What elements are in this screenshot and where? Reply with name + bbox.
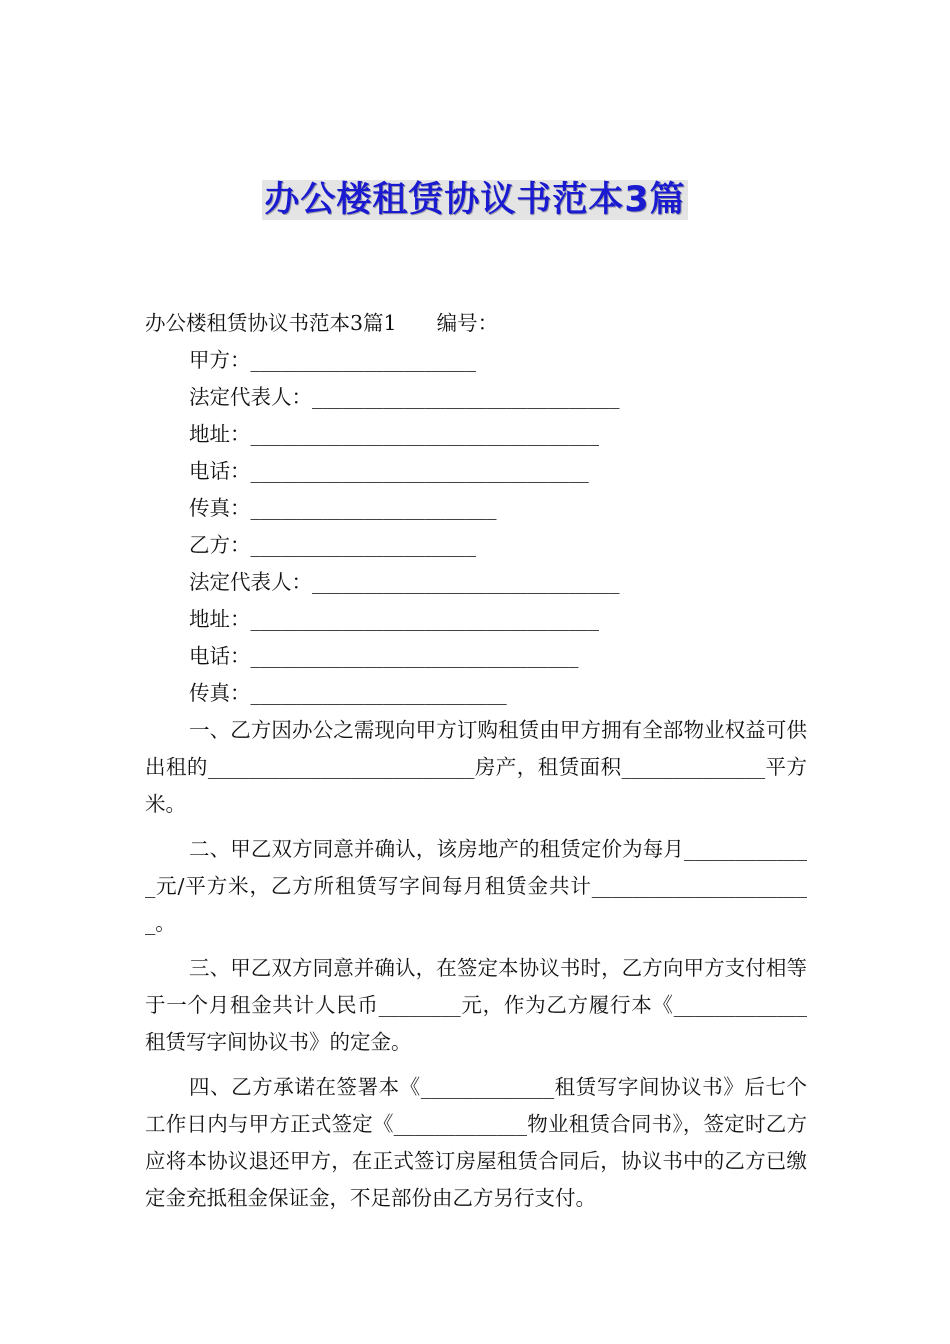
party-b-address-field: 地址：__________________________________	[189, 607, 599, 631]
party-b-representative-field: 法定代表人：______________________________	[189, 570, 620, 594]
document-title-text: 办公楼租赁协议书范本3篇	[264, 180, 686, 220]
party-a-phone-field: 电话：_________________________________	[189, 459, 589, 483]
clause-1: 一、乙方因办公之需现向甲方订购租赁由甲方拥有全部物业权益可供出租的__________________________房产，租赁面积______________平方米。	[145, 718, 807, 816]
party-b-field: 乙方：______________________	[189, 533, 476, 557]
party-b-phone-field: 电话：________________________________	[189, 644, 579, 668]
header-line	[145, 305, 807, 342]
party-a-representative-field: 法定代表人：______________________________	[189, 385, 620, 409]
clause-3: 三、甲乙双方同意并确认，在签定本协议书时，乙方向甲方支付相等于一个月租金共计人民币________元，作为乙方履行本《_____________租赁写字间协议书》的定金。	[145, 956, 807, 1054]
header-line-text: 办公楼租赁协议书范本3篇1	[145, 311, 397, 335]
document-title	[0, 178, 950, 222]
party-a-field: 甲方：______________________	[189, 348, 476, 372]
party-a-address-field: 地址：__________________________________	[189, 422, 599, 446]
party-a-fax-field: 传真：________________________	[189, 496, 497, 520]
clause-2: 二、甲乙双方同意并确认，该房地产的租赁定价为每月_____________元/平方米，乙方所租赁写字间每月租赁金共计______________________。	[145, 837, 807, 935]
clause-4: 四、乙方承诺在签署本《_____________租赁写字间协议书》后七个工作日内与甲方正式签定《_____________物业租赁合同书》，签定时乙方应将本协议退还甲方，在正式签订房屋租赁合同后，协议书中的乙方已缴定金充抵租金保证金，不足部份由乙方另行支付。	[145, 1075, 807, 1210]
party-b-fax-field: 传真：_________________________	[189, 681, 507, 705]
document-body	[145, 305, 807, 1225]
number-label: 编号：	[436, 311, 499, 335]
